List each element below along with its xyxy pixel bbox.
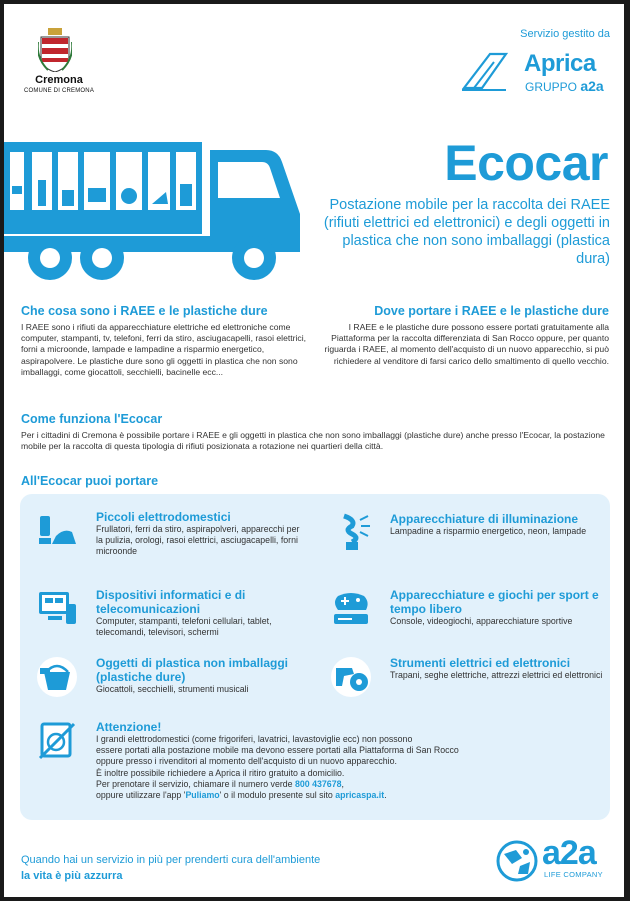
small-appliances-icon <box>36 510 78 552</box>
flyer-page <box>4 4 624 897</box>
item-title: Apparecchiature di illuminazione <box>390 512 579 526</box>
item-title: Apparecchiature e giochi per sport e tempo libero <box>390 588 599 616</box>
site-suffix: . <box>384 790 387 801</box>
item-desc: Trapani, seghe elettriche, attrezzi elettrici ed elettronici <box>390 670 603 680</box>
how-section <box>21 412 611 452</box>
item-desc: Giocattoli, secchielli, strumenti musicali <box>96 684 249 694</box>
item-title: Dispositivi informatici e di telecomunicazioni <box>96 588 246 616</box>
attention-title: Attenzione! <box>96 720 162 734</box>
item-title: Strumenti elettrici ed elettronici <box>390 656 571 670</box>
city-subtitle: COMUNE DI CREMONA <box>23 88 95 94</box>
phone-prefix: Per prenotare il servizio, chiamare il numero verde <box>96 778 295 789</box>
page-subtitle: Postazione mobile per la raccolta dei RAEE (rifiuti elettrici ed elettronici) e degli oggetti in plastica che non sono imballaggi (plastica dura) <box>323 197 610 267</box>
attention-line: oppure presso i rivenditori al momento dell'acquisto di un nuovo apparecchio. <box>96 756 397 767</box>
item-desc: Lampadine a risparmio energetico, neon, lampade <box>390 526 587 536</box>
item-title: Piccoli elettrodomestici <box>96 510 231 524</box>
gamepad-icon <box>330 588 372 630</box>
app-mid: ' o il modulo presente sul sito <box>219 790 336 801</box>
attention-line: I grandi elettrodomestici (come frigoriferi, lavatrici, lavastoviglie ecc) non possono <box>96 734 413 744</box>
a2a-globe-icon <box>496 840 538 882</box>
aprica-group-label: GRUPPO <box>525 80 581 94</box>
aprica-group-brand: a2a <box>580 78 604 94</box>
attention-phone-line <box>96 779 576 790</box>
aprica-logo-icon <box>460 48 510 92</box>
lighting-icon <box>330 512 372 554</box>
a2a-brand: a2a <box>542 834 596 872</box>
cremona-crest-icon <box>38 28 72 72</box>
city-name: Cremona <box>35 74 83 86</box>
aprica-group <box>525 78 604 94</box>
what-section <box>21 304 306 378</box>
where-body: I RAEE e le plastiche dure possono essere portati gratuitamente alla Piattaforma per la raccolta differenziata di San Rocco oppure, per quanto riguarda i RAEE, al momento dell'acquisto di un nuovo apparecchio, si può richiedere al venditore di farsi carico dello smaltimento di quello vecchio. <box>324 322 609 366</box>
plastic-bucket-icon <box>36 656 78 698</box>
items-panel <box>20 494 610 820</box>
a2a-tagline: LIFE COMPANY <box>544 870 603 879</box>
attention-line: essere portati alla postazione mobile ma devono essere portati alla Piattaforma di San Rocco <box>96 745 459 756</box>
site-link[interactable]: apricaspa.it <box>335 790 385 801</box>
phone-suffix: , <box>341 778 344 789</box>
what-body: I RAEE sono i rifiuti da apparecchiature elettriche ed elettroniche come computer, stampanti, tv, telefoni, ferri da stiro, asciugacapelli, rasoi elettrici, forni a microonde, lampade e lampadine a risparmio energetico, aspirapolvere. Le plastiche dure sono gli oggetti in plastica che non sono imballaggi, come giocattoli, secchielli, bacinelle ecc... <box>21 322 306 377</box>
item-title: Oggetti di plastica non imballaggi (plastiche dure) <box>96 656 289 684</box>
attention-line: È inoltre possibile richiedere a Aprica il ritiro gratuito a domicilio. <box>96 767 345 778</box>
power-tools-icon <box>330 656 372 698</box>
footer-line-2: la vita è più azzurra <box>21 870 123 882</box>
page-title: Ecocar <box>444 135 608 191</box>
ecocar-truck-illustration <box>4 132 304 292</box>
item-desc: Console, videogiochi, apparecchiature sportive <box>390 616 573 626</box>
how-heading: Come funziona l'Ecocar <box>21 412 163 426</box>
item-desc: Frullatori, ferri da stiro, aspirapolveri, apparecchi per la pulizia, orologi, rasoi elettrici, asciugacapelli, forni microonde <box>96 524 300 557</box>
service-label: Servizio gestito da <box>520 28 610 40</box>
footer-line-1: Quando hai un servizio in più per prenderti cura dell'ambiente <box>21 854 321 866</box>
how-body: Per i cittadini di Cremona è possibile portare i RAEE e gli oggetti in plastica che non sono imballaggi (plastiche dure) anche presso l'Ecocar, la postazione mobile per la raccolta di questa tipologia di rifiuti posizionata a rotazione nei quartieri della città. <box>21 430 605 452</box>
aprica-brand: Aprica <box>524 50 596 77</box>
phone-number[interactable]: 800 437678 <box>295 778 342 789</box>
where-heading: Dove portare i RAEE e le plastiche dure <box>374 304 609 318</box>
computer-icon <box>36 588 78 630</box>
bring-heading: All'Ecocar puoi portare <box>21 474 159 488</box>
app-name: Puliamo <box>185 790 220 801</box>
attention-app-line <box>96 790 576 801</box>
no-large-appliance-icon <box>36 720 78 762</box>
where-section <box>324 304 609 367</box>
item-desc: Computer, stampanti, telefoni cellulari, tablet, telecomandi, televisori, schermi <box>96 616 272 638</box>
app-prefix: oppure utilizzare l'app ' <box>96 790 186 801</box>
what-heading: Che cosa sono i RAEE e le plastiche dure <box>21 304 268 318</box>
